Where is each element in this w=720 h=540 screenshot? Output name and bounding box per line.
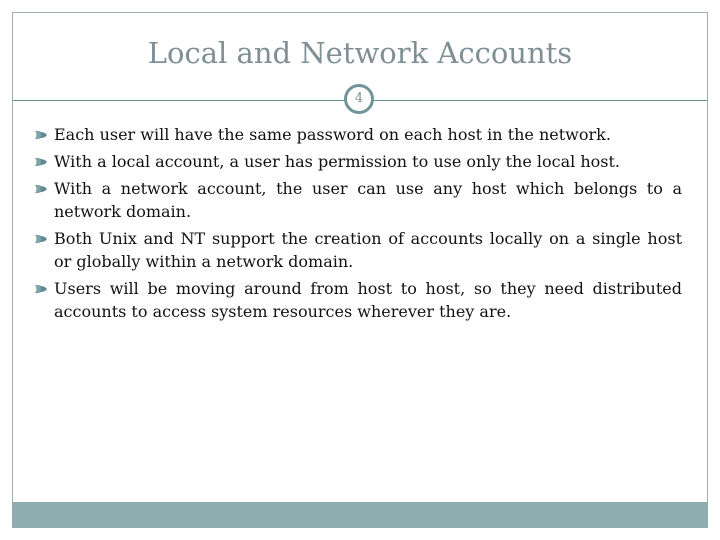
list-item	[34, 123, 682, 146]
bullet-text: Both Unix and NT support the creation of accounts locally on a single host or globally within a network domain.	[54, 229, 682, 271]
footer-bar	[12, 502, 708, 528]
list-item	[34, 227, 682, 273]
arrow-bullet-icon	[34, 156, 48, 168]
list-item	[34, 277, 682, 323]
bullet-list	[34, 123, 682, 327]
page-number: 4	[344, 84, 374, 114]
arrow-bullet-icon	[34, 283, 48, 295]
bullet-text: Each user will have the same password on each host in the network.	[54, 125, 611, 144]
bullet-text: With a network account, the user can use any host which belongs to a network domain.	[54, 179, 682, 221]
list-item	[34, 177, 682, 223]
bullet-text: Users will be moving around from host to host, so they need distributed accounts to access system resources wherever they are.	[54, 279, 682, 321]
list-item	[34, 150, 682, 173]
slide-title: Local and Network Accounts	[147, 36, 573, 70]
arrow-bullet-icon	[34, 129, 48, 141]
arrow-bullet-icon	[34, 233, 48, 245]
arrow-bullet-icon	[34, 183, 48, 195]
bullet-text: With a local account, a user has permission to use only the local host.	[54, 152, 620, 171]
